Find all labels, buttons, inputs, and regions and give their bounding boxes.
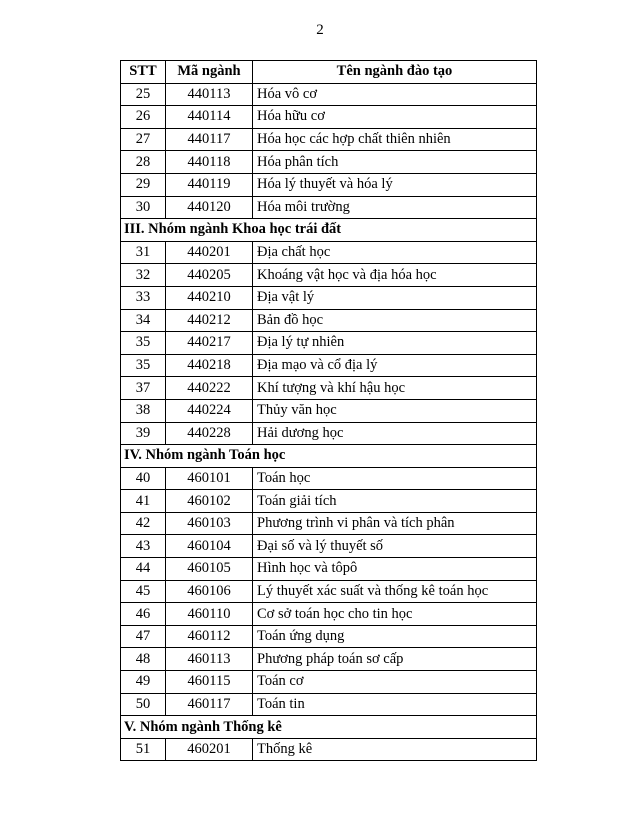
name-cell: Thủy văn học xyxy=(253,399,537,422)
name-cell: Cơ sở toán học cho tin học xyxy=(253,603,537,626)
group-heading-row xyxy=(121,219,537,242)
table-row xyxy=(121,625,537,648)
code-cell: 440120 xyxy=(166,196,253,219)
header-code: Mã ngành xyxy=(166,61,253,84)
name-cell: Khí tượng và khí hậu học xyxy=(253,377,537,400)
table-row xyxy=(121,422,537,445)
group-heading-row xyxy=(121,445,537,468)
code-cell: 460101 xyxy=(166,467,253,490)
name-cell: Toán giải tích xyxy=(253,490,537,513)
name-cell: Toán học xyxy=(253,467,537,490)
table-row xyxy=(121,693,537,716)
code-cell: 440210 xyxy=(166,286,253,309)
table-row xyxy=(121,309,537,332)
code-cell: 460106 xyxy=(166,580,253,603)
table-row xyxy=(121,558,537,581)
table-row xyxy=(121,377,537,400)
name-cell: Hóa môi trường xyxy=(253,196,537,219)
table-row xyxy=(121,83,537,106)
group-heading-row xyxy=(121,716,537,739)
code-cell: 440117 xyxy=(166,128,253,151)
table-row xyxy=(121,128,537,151)
stt-cell: 39 xyxy=(121,422,166,445)
stt-cell: 38 xyxy=(121,399,166,422)
table-row xyxy=(121,671,537,694)
group-heading: V. Nhóm ngành Thống kê xyxy=(121,716,537,739)
table-row xyxy=(121,264,537,287)
stt-cell: 35 xyxy=(121,332,166,355)
table-header-row xyxy=(121,61,537,84)
name-cell: Hóa học các hợp chất thiên nhiên xyxy=(253,128,537,151)
code-cell: 460102 xyxy=(166,490,253,513)
code-cell: 460103 xyxy=(166,512,253,535)
code-cell: 460104 xyxy=(166,535,253,558)
table-row xyxy=(121,196,537,219)
code-cell: 460112 xyxy=(166,625,253,648)
stt-cell: 28 xyxy=(121,151,166,174)
table-row xyxy=(121,648,537,671)
code-cell: 440222 xyxy=(166,377,253,400)
name-cell: Hóa lý thuyết và hóa lý xyxy=(253,173,537,196)
stt-cell: 45 xyxy=(121,580,166,603)
name-cell: Hóa hữu cơ xyxy=(253,106,537,129)
stt-cell: 44 xyxy=(121,558,166,581)
table-row xyxy=(121,738,537,761)
code-cell: 460113 xyxy=(166,648,253,671)
table-row xyxy=(121,399,537,422)
code-cell: 440224 xyxy=(166,399,253,422)
page-number: 2 xyxy=(316,22,324,38)
stt-cell: 26 xyxy=(121,106,166,129)
stt-cell: 46 xyxy=(121,603,166,626)
name-cell: Bản đồ học xyxy=(253,309,537,332)
table-row xyxy=(121,106,537,129)
program-table xyxy=(120,60,537,761)
code-cell: 440201 xyxy=(166,241,253,264)
group-heading: IV. Nhóm ngành Toán học xyxy=(121,445,537,468)
code-cell: 440217 xyxy=(166,332,253,355)
name-cell: Lý thuyết xác suất và thống kê toán học xyxy=(253,580,537,603)
name-cell: Hình học và tôpô xyxy=(253,558,537,581)
code-cell: 440119 xyxy=(166,173,253,196)
code-cell: 460115 xyxy=(166,671,253,694)
table-row xyxy=(121,286,537,309)
name-cell: Địa lý tự nhiên xyxy=(253,332,537,355)
code-cell: 460110 xyxy=(166,603,253,626)
table-row xyxy=(121,241,537,264)
stt-cell: 29 xyxy=(121,173,166,196)
table-row xyxy=(121,173,537,196)
name-cell: Hóa phân tích xyxy=(253,151,537,174)
table-row xyxy=(121,332,537,355)
stt-cell: 33 xyxy=(121,286,166,309)
code-cell: 440218 xyxy=(166,354,253,377)
stt-cell: 49 xyxy=(121,671,166,694)
name-cell: Hóa vô cơ xyxy=(253,83,537,106)
table-body xyxy=(121,83,537,761)
code-cell: 440212 xyxy=(166,309,253,332)
stt-cell: 41 xyxy=(121,490,166,513)
stt-cell: 43 xyxy=(121,535,166,558)
name-cell: Địa mạo và cổ địa lý xyxy=(253,354,537,377)
name-cell: Địa vật lý xyxy=(253,286,537,309)
name-cell: Hải dương học xyxy=(253,422,537,445)
stt-cell: 34 xyxy=(121,309,166,332)
stt-cell: 48 xyxy=(121,648,166,671)
table-row xyxy=(121,603,537,626)
stt-cell: 31 xyxy=(121,241,166,264)
table-row xyxy=(121,490,537,513)
code-cell: 440118 xyxy=(166,151,253,174)
code-cell: 460105 xyxy=(166,558,253,581)
name-cell: Địa chất học xyxy=(253,241,537,264)
header-stt: STT xyxy=(121,61,166,84)
name-cell: Toán cơ xyxy=(253,671,537,694)
header-name: Tên ngành đào tạo xyxy=(253,61,537,84)
group-heading: III. Nhóm ngành Khoa học trái đất xyxy=(121,219,537,242)
table-row xyxy=(121,535,537,558)
name-cell: Khoáng vật học và địa hóa học xyxy=(253,264,537,287)
table-row xyxy=(121,467,537,490)
code-cell: 440114 xyxy=(166,106,253,129)
code-cell: 440113 xyxy=(166,83,253,106)
table-row xyxy=(121,354,537,377)
name-cell: Phương pháp toán sơ cấp xyxy=(253,648,537,671)
stt-cell: 25 xyxy=(121,83,166,106)
stt-cell: 51 xyxy=(121,738,166,761)
name-cell: Đại số và lý thuyết số xyxy=(253,535,537,558)
name-cell: Toán ứng dụng xyxy=(253,625,537,648)
stt-cell: 30 xyxy=(121,196,166,219)
stt-cell: 32 xyxy=(121,264,166,287)
code-cell: 440205 xyxy=(166,264,253,287)
code-cell: 460117 xyxy=(166,693,253,716)
stt-cell: 35 xyxy=(121,354,166,377)
code-cell: 440228 xyxy=(166,422,253,445)
code-cell: 460201 xyxy=(166,738,253,761)
name-cell: Phương trình vi phân và tích phân xyxy=(253,512,537,535)
stt-cell: 27 xyxy=(121,128,166,151)
stt-cell: 40 xyxy=(121,467,166,490)
table-row xyxy=(121,151,537,174)
table-row xyxy=(121,580,537,603)
table-row xyxy=(121,512,537,535)
stt-cell: 42 xyxy=(121,512,166,535)
stt-cell: 37 xyxy=(121,377,166,400)
stt-cell: 47 xyxy=(121,625,166,648)
name-cell: Thống kê xyxy=(253,738,537,761)
name-cell: Toán tin xyxy=(253,693,537,716)
stt-cell: 50 xyxy=(121,693,166,716)
